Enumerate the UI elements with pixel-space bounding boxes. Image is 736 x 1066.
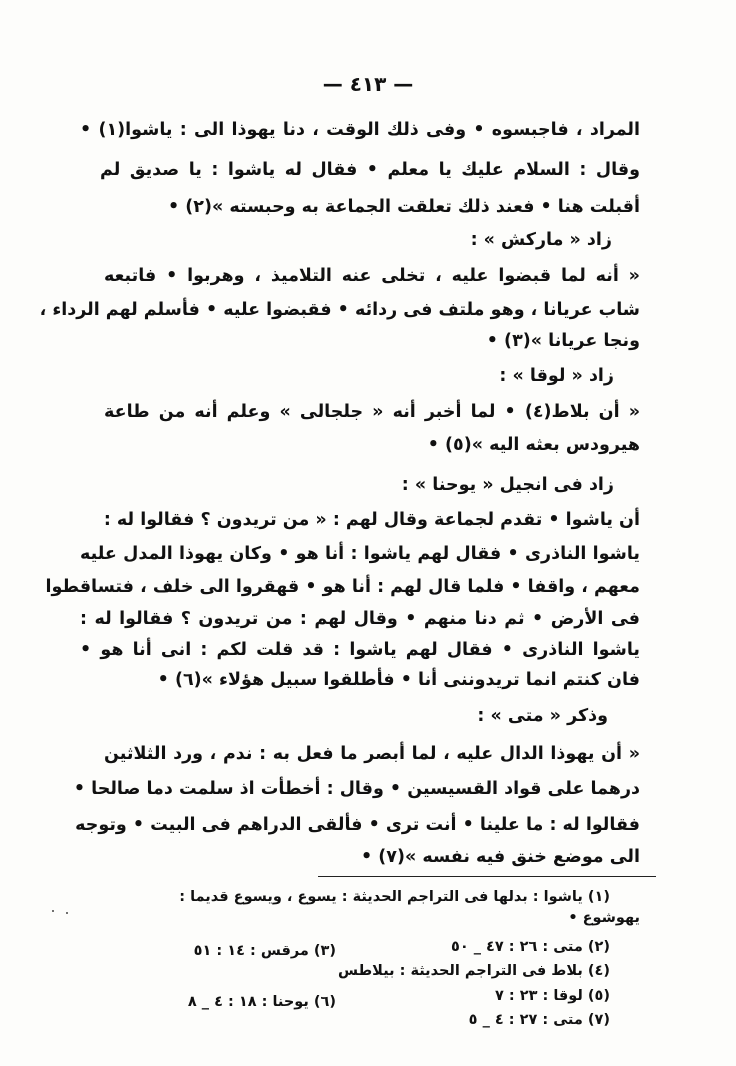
text-line: أقبلت هنا • فعند ذلك تعلقت الجماعة به وحبسته »(٢) • [168, 197, 640, 217]
footnote-4: (٤) بلاط فى التراجم الحديثة : بيلاطس [338, 963, 610, 979]
footnote-5: (٥) لوقا : ٢٣ : ٧ [494, 988, 610, 1004]
text-line: فقالوا له : ما علينا • أنت ترى • فألقى الدراهم فى البيت • وتوجه [75, 815, 640, 835]
subheading: زاد « لوقا » : [499, 366, 614, 386]
text-line: « أنه لما قبضوا عليه ، تخلى عنه التلاميذ ، وهربوا • فاتبعه [104, 266, 640, 286]
text-line: فى الأرض • ثم دنا منهم • وقال لهم : من تريدون ؟ فقالوا له : [80, 609, 640, 629]
footnote-2: (٢) متى : ٢٦ : ٤٧ _ ٥٠ [450, 939, 610, 955]
footnote-6: (٦) يوحنا : ١٨ : ٤ _ ٨ [187, 994, 336, 1010]
footnote-1-cont: يهوشوع • [568, 910, 640, 926]
text-line: درهما على قواد القسيسين • وقال : أخطأت اذ سلمت دما صالحا • [73, 779, 640, 799]
footnote-7: (٧) متى : ٢٧ : ٤ _ ٥ [468, 1012, 610, 1028]
text-line: ونجا عريانا »(٣) • [486, 331, 640, 351]
text-line: المراد ، فاجبسوه • وفى ذلك الوقت ، دنا يهوذا الى : ياشوا(١) • [80, 120, 641, 140]
subheading: زاد فى انجيل « يوحنا » : [401, 475, 614, 495]
text-line: الى موضع خنق فيه نفسه »(٧) • [360, 847, 640, 867]
footnote-3: (٣) مرقس : ١٤ : ٥١ [193, 943, 336, 959]
page-number: — ٤١٣ — [322, 72, 414, 96]
scan-speck [52, 910, 54, 912]
text-line: فان كنتم انما تريدوننى أنا • فأطلقوا سبيل هؤلاء »(٦) • [157, 670, 640, 690]
text-line: شاب عريانا ، وهو ملتف فى ردائه • فقبضوا عليه • فأسلم لهم الرداء ، [39, 300, 640, 320]
text-line: هيرودس بعثه اليه »(٥) • [427, 435, 640, 455]
scan-speck [66, 912, 68, 914]
text-line: معهم ، واقفا • فلما قال لهم : أنا هو • قهقروا الى خلف ، فتساقطوا [45, 577, 640, 597]
text-line: « أن بلاط(٤) • لما أخبر أنه « جلجالى » وعلم أنه من طاعة [104, 402, 640, 422]
footnote-1: (١) ياشوا : بدلها فى التراجم الحديثة : يسوع ، ويسوع قديما : [179, 889, 610, 905]
text-line: وقال : السلام عليك يا معلم • فقال له ياشوا : يا صديق لم [100, 160, 640, 180]
subheading: وذكر « متى » : [477, 706, 608, 726]
footnote-separator [318, 876, 656, 877]
text-line: « أن يهوذا الدال عليه ، لما أبصر ما فعل به : ندم ، ورد الثلاثين [104, 744, 640, 764]
text-line: ياشوا الناذرى • فقال لهم ياشوا : قد قلت لكم : انى أنا هو • [80, 640, 640, 660]
text-line: أن ياشوا • تقدم لجماعة وقال لهم : « من تريدون ؟ فقالوا له : [103, 510, 640, 530]
text-line: ياشوا الناذرى • فقال لهم ياشوا : أنا هو • وكان يهوذا المدل عليه [80, 544, 640, 564]
subheading: زاد « ماركش » : [470, 230, 612, 250]
